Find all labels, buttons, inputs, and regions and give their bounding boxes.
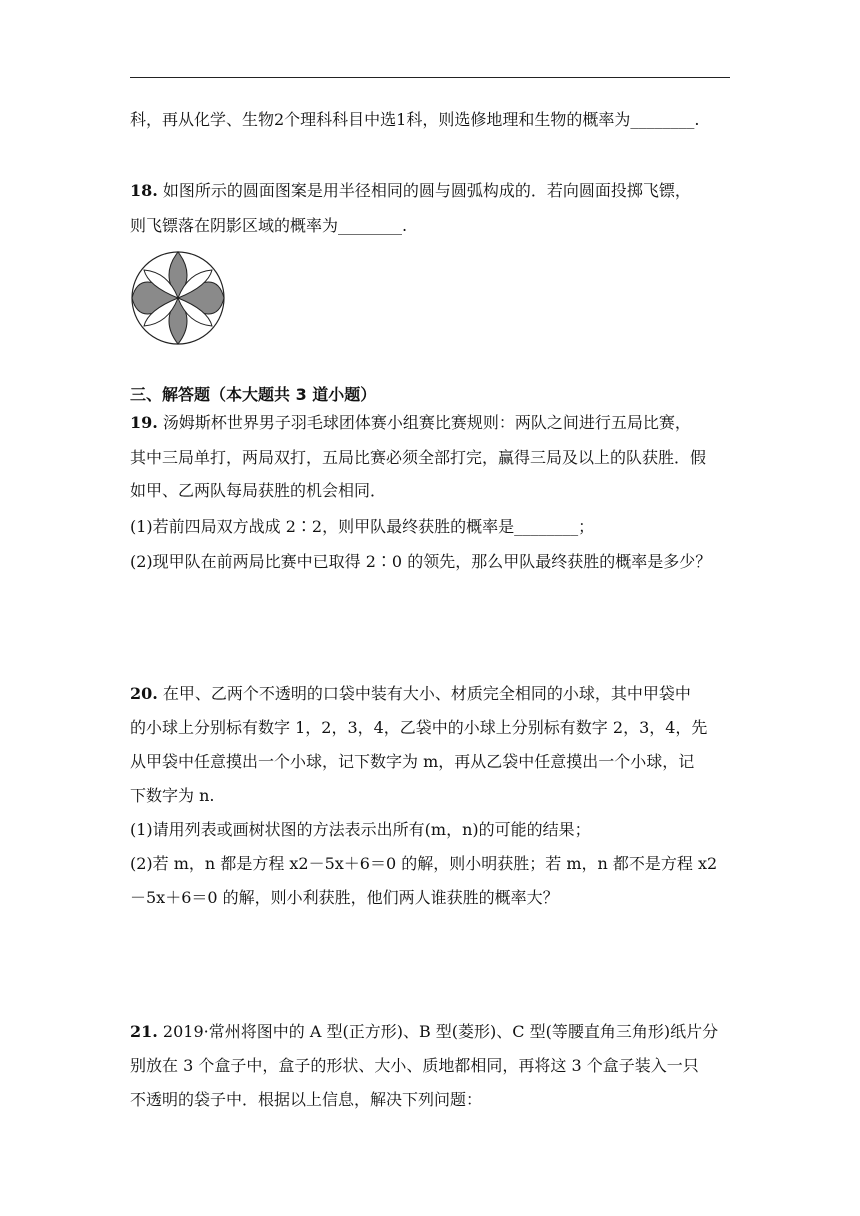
q19-line-3: 如甲、乙两队每局获胜的机会相同． xyxy=(130,481,387,500)
q19-text-1: 汤姆斯杯世界男子羽毛球团体赛小组赛比赛规则：两队之间进行五局比赛， xyxy=(157,413,691,432)
q19-part-2: (2)现甲队在前两局比赛中已取得 2∶0 的领先，那么甲队最终获胜的概率是多少？ xyxy=(130,552,712,571)
q20-line-3: 从甲袋中任意摸出一个小球，记下数字为 m，再从乙袋中任意摸出一个小球，记 xyxy=(130,752,695,771)
q19-part-1: (1)若前四局双方战成 2∶2，则甲队最终获胜的概率是________； xyxy=(130,517,595,536)
q17-line: 科，再从化学、生物2个理科科目中选1科，则选修地理和生物的概率为________. xyxy=(130,110,700,129)
q18-number: 18. xyxy=(130,181,158,200)
q21-line-1 xyxy=(130,1022,718,1042)
q20-part-2b: －5x＋6＝0 的解，则小利获胜，他们两人谁获胜的概率大？ xyxy=(130,888,559,907)
q20-text-1: 在甲、乙两个不透明的口袋中装有大小、材质完全相同的小球，其中甲袋中 xyxy=(157,684,691,703)
q18-line-2: 则飞镖落在阴影区域的概率为________. xyxy=(130,216,408,235)
q20-part-1: (1)请用列表或画树状图的方法表示出所有(m，n)的可能的结果； xyxy=(130,820,591,839)
q20-part-2a: (2)若 m，n 都是方程 x2－5x＋6＝0 的解，则小明获胜；若 m，n 都不是方程 x2 xyxy=(130,854,718,873)
section-title: 三、解答题（本大题共 3 道小题） xyxy=(130,385,377,404)
q19-line-2: 其中三局单打，两局双打，五局比赛必须全部打完，赢得三局及以上的队获胜．假 xyxy=(130,448,707,467)
header-rule xyxy=(130,77,730,78)
q21-line-2: 别放在 3 个盒子中，盒子的形状、大小、质地都相同，再将这 3 个盒子装入一只 xyxy=(130,1056,699,1075)
q20-number: 20. xyxy=(130,684,158,703)
q18-text-1: 如图所示的圆面图案是用半径相同的圆与圆弧构成的．若向圆面投掷飞镖， xyxy=(157,181,691,200)
q20-line-1 xyxy=(130,684,691,704)
q19-line-1 xyxy=(130,413,691,433)
q20-line-4: 下数字为 n. xyxy=(130,786,215,805)
q19-number: 19. xyxy=(130,413,158,432)
q21-number: 21. xyxy=(130,1022,158,1041)
q18-line-1 xyxy=(130,181,691,201)
q20-line-2: 的小球上分别标有数字 1，2，3，4，乙袋中的小球上分别标有数字 2，3，4，先 xyxy=(130,718,708,737)
circle-petal-figure xyxy=(130,250,226,346)
q21-line-3: 不透明的袋子中．根据以上信息，解决下列问题： xyxy=(130,1090,483,1109)
q21-text-1: 2019·常州将图中的 A 型(正方形)、B 型(菱形)、C 型(等腰直角三角形)纸片分 xyxy=(157,1022,719,1041)
